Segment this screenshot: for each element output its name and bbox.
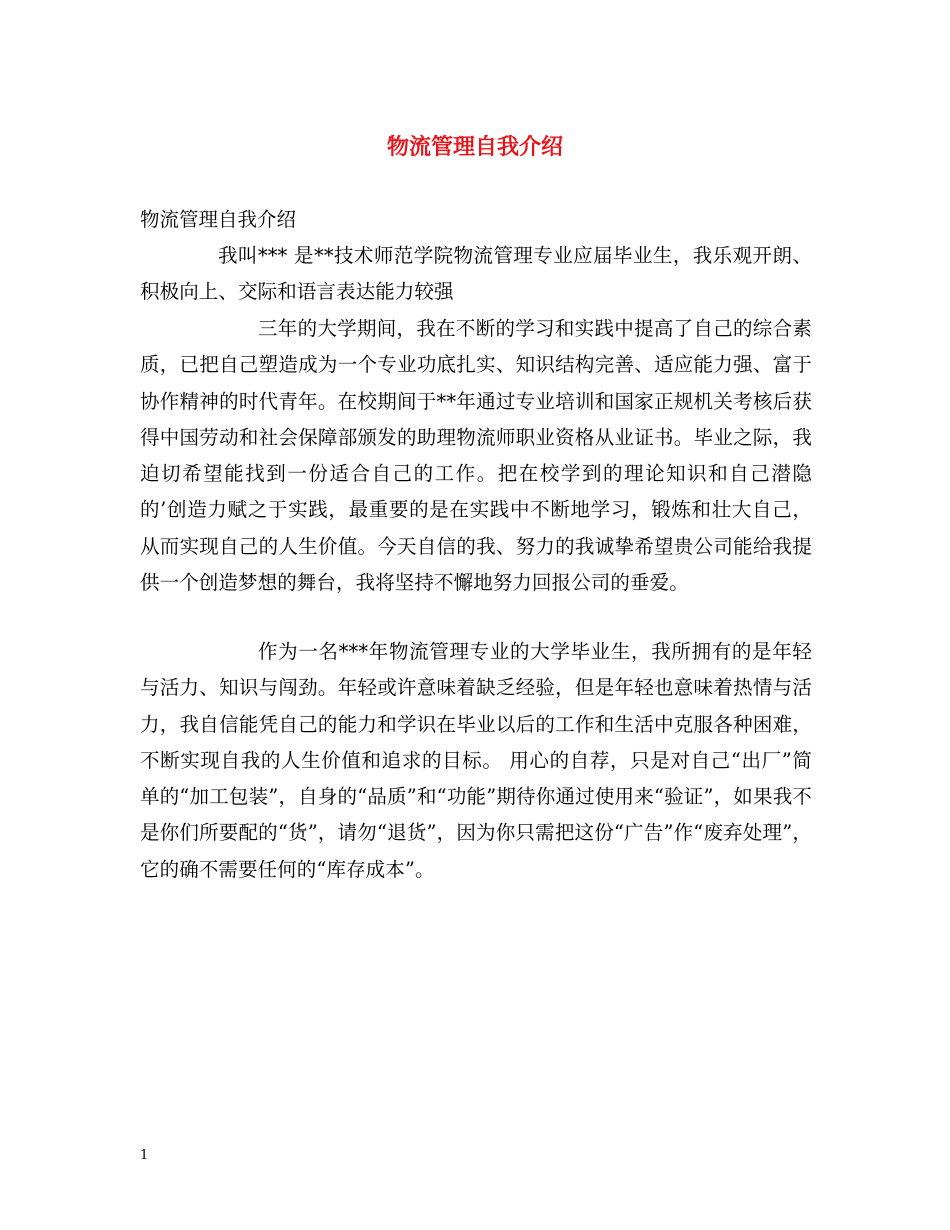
- paragraph-introduction: 我叫*** 是**技术师范学院物流管理专业应届毕业生，我乐观开朗、积极向上、交际和语言表达能力较强: [140, 244, 812, 304]
- document-title: 物流管理自我介绍: [386, 134, 563, 160]
- paragraph-self-recommendation: 作为一名***年物流管理专业的大学毕业生，我所拥有的是年轻与活力、知识与闯劲。年轻或许意味着缺乏经验，但是年轻也意味着热情与活力，我自信能凭自己的能力和学识在毕业以后的工作和生活中克服各种困难，不断实现自我的人生价值和追求的目标。 用心的自荐，只是对自己“出厂”简单的“加工包装”，自身的“品质”和“功能”期待你通过使用来“验证”，如果我不是你们所要配的“货”，请勿“退货”，因为你只需把这份“广告”作“废弃处理”，它的确不需要任何的“库存成本”。: [140, 640, 812, 881]
- document-subheading: 物流管理自我介绍: [140, 208, 297, 231]
- page-number: 1: [140, 1148, 149, 1163]
- paragraph-university-experience: 三年的大学期间，我在不断的学习和实践中提高了自己的综合素质，已把自己塑造成为一个专业功底扎实、知识结构完善、适应能力强、富于协作精神的时代青年。在校期间于**年通过专业培训和国家正规机关考核后获得中国劳动和社会保障部颁发的助理物流师职业资格从业证书。毕业之际，我迫切希望能找到一份适合自己的工作。把在校学到的理论知识和自己潜隐的’创造力赋之于实践，最重要的是在实践中不断地学习，锻炼和壮大自己，从而实现自己的人生价值。今天自信的我、努力的我诚挚希望贵公司能给我提供一个创造梦想的舞台，我将坚持不懈地努力回报公司的垂爱。: [140, 317, 812, 595]
